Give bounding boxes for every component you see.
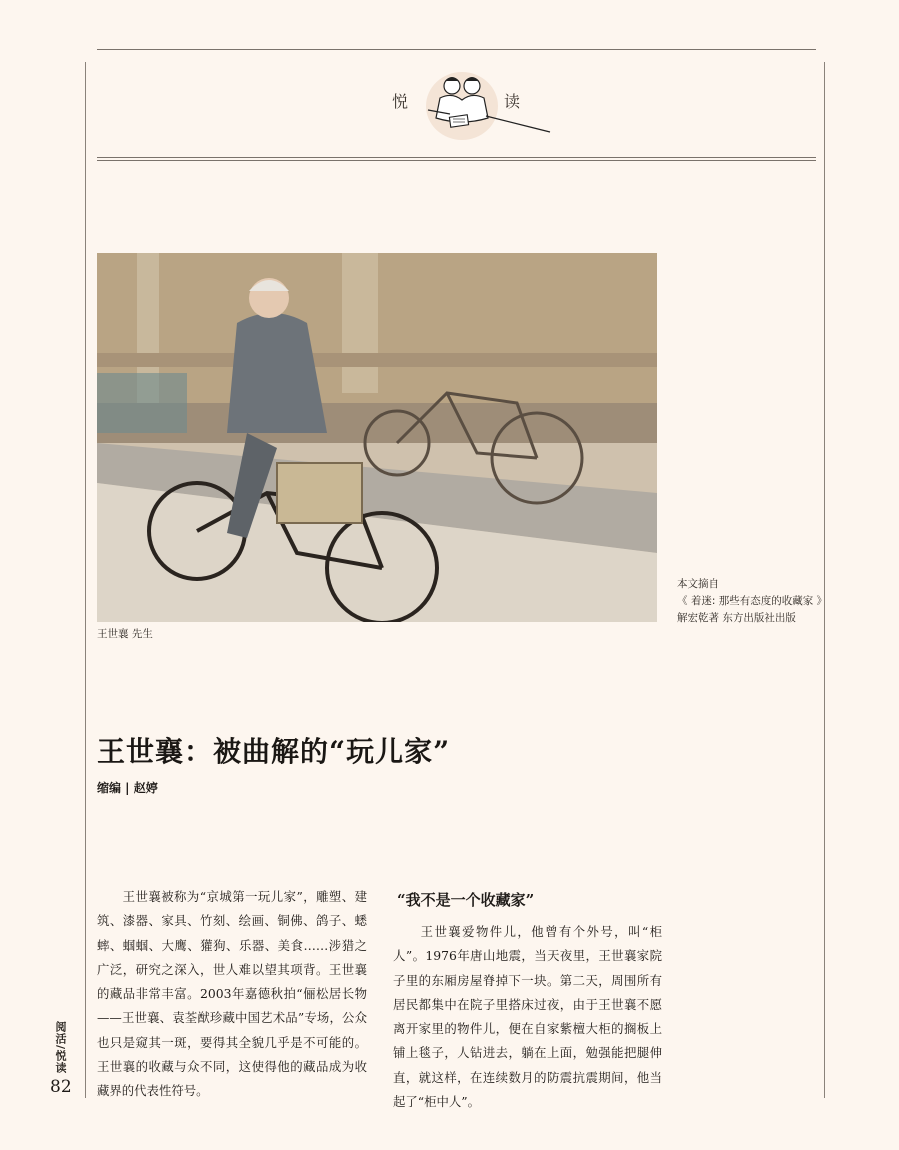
source-note-publisher: 解宏乾著 东方出版社出版	[677, 612, 796, 624]
header-emblem	[392, 64, 552, 144]
section-label: 阅活/悦读	[54, 1021, 67, 1075]
article-subheading: “我不是一个收藏家”	[397, 891, 535, 909]
source-note-line1: 本文摘自	[677, 578, 719, 590]
article-paragraph-2: 王世襄爱物件儿，他曾有个外号，叫“柜人”。1976年唐山地震，当天夜里，王世襄家院子里的东厢房屋脊掉下一块。第二天，周围所有居民都集中在院子里搭床过夜，由于王世襄不愿离开家里的物件儿，便在自家紫檀大柜的搁板上铺上毯子，人钻进去，躺在上面，勉强能把腿伸直，就这样，在连续数月的防震抗震期间，他当起了“柜中人”。	[393, 924, 662, 1110]
header-left-char: 悦	[392, 92, 409, 111]
header-double-rule-bottom	[97, 160, 816, 161]
source-note	[677, 576, 827, 627]
header-double-rule-top	[97, 157, 816, 158]
article-byline: 缩编 | 赵婷	[97, 781, 158, 795]
photo-caption: 王世襄 先生	[97, 628, 153, 640]
children-reading-illustration	[412, 64, 552, 144]
page-number: 82	[50, 1077, 72, 1097]
photo-wang-shixiang-on-bicycle	[97, 253, 657, 622]
article-intro-paragraph: 王世襄被称为“京城第一玩儿家”，雕塑、建筑、漆器、家具、竹刻、绘画、铜佛、鸽子、蟋蟀、蝈蝈、大鹰、獾狗、乐器、美食……涉猎之广泛，研究之深入，世人难以望其项背。王世襄的藏品非常丰富。2003年嘉德秋拍“俪松居长物——王世襄、袁荃猷珍藏中国艺术品”专场，公众也只是窥其一斑，要得其全貌几乎是不可能的。王世襄的收藏与众不同，这使得他的藏品成为收藏界的代表性符号。	[97, 889, 367, 1099]
left-frame-line	[85, 62, 86, 1098]
top-rule	[97, 49, 816, 50]
source-note-book-title: 《 着迷: 那些有态度的收藏家 》	[677, 595, 828, 607]
header-right-char: 读	[504, 92, 521, 111]
article-title: 王世襄：被曲解的“玩儿家”	[97, 735, 451, 768]
